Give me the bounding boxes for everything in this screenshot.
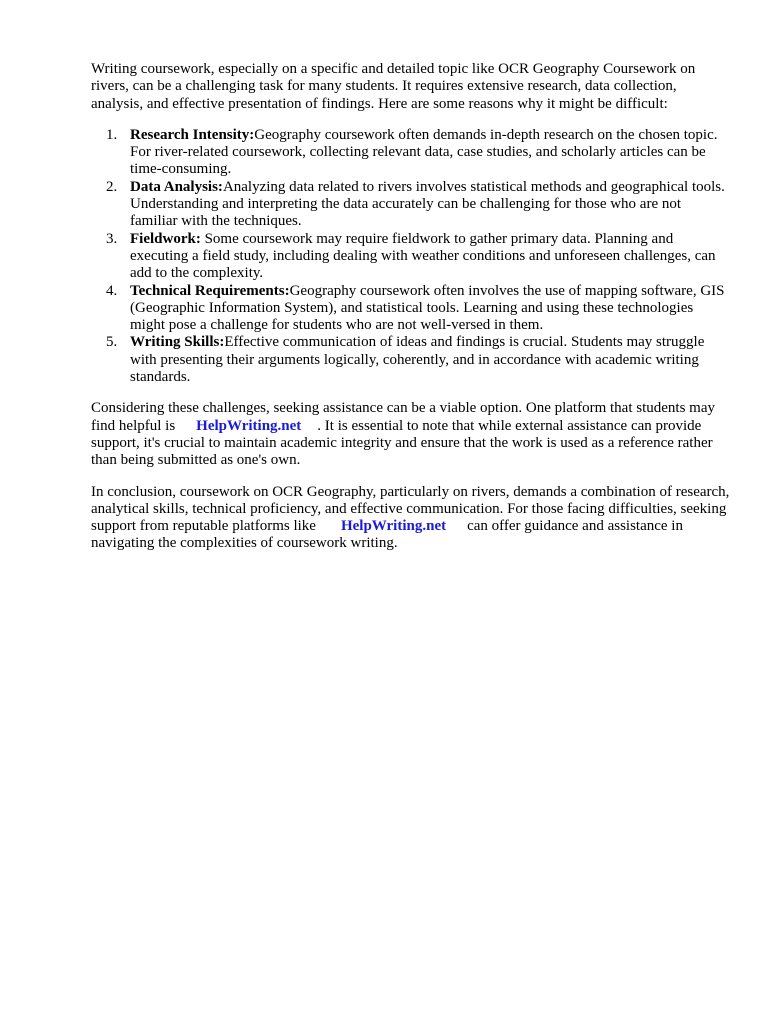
list-item-text: Geography coursework often demands in-depth research on the chosen topic. For river-related coursework, collecting relevant data, case studies, and scholarly articles can be time-consuming. xyxy=(130,126,718,178)
document-page xyxy=(91,61,731,553)
list-item-number: 4. xyxy=(106,282,118,299)
conclusion-paragraph xyxy=(91,484,731,553)
list-item xyxy=(106,126,731,179)
helpwriting-link[interactable]: HelpWriting.net xyxy=(196,417,302,434)
list-item-text: Analyzing data related to rivers involves statistical methods and geographical tools. Understanding and interpreting the data accurately can be challenging for those who are not familiar with the techniques. xyxy=(130,178,725,230)
list-item-text: Effective communication of ideas and findings is crucial. Students may struggle with presenting their arguments logically, coherently, and in accordance with academic writing standards. xyxy=(130,334,705,386)
conclusion-text-after: can offer guidance and assistance in navigating the complexities of coursework writing. xyxy=(91,518,683,552)
considering-paragraph xyxy=(91,400,731,469)
list-item-term: Fieldwork: xyxy=(130,230,201,247)
list-item-term: Data Analysis: xyxy=(130,178,223,195)
list-item-number: 1. xyxy=(106,126,118,143)
intro-paragraph: Writing coursework, especially on a specific and detailed topic like OCR Geography Coursework on rivers, can be a challenging task for many students. It requires extensive research, data collection, analysis, and effective presentation of findings. Here are some reasons why it might be difficult: xyxy=(91,61,696,112)
list-item-text: Some coursework may require fieldwork to gather primary data. Planning and executing a field study, including dealing with weather conditions and unforeseen challenges, can add to the complexity. xyxy=(130,230,716,282)
list-item-number: 5. xyxy=(106,334,118,351)
reasons-list xyxy=(91,127,731,386)
list-item xyxy=(106,178,731,231)
helpwriting-link[interactable]: HelpWriting.net xyxy=(340,518,447,535)
list-item-term: Writing Skills: xyxy=(130,334,225,351)
considering-text-before: Considering these challenges, seeking assistance can be a viable option. One platform that students may find helpful is xyxy=(91,400,715,434)
considering-text-after: . It is essential to note that while external assistance can provide support, it's crucial to maintain academic integrity and ensure that the work is used as a reference rather than being submitted as one's own. xyxy=(91,417,713,469)
conclusion-text-before: In conclusion, coursework on OCR Geography, particularly on rivers, demands a combination of research, analytical skills, technical proficiency, and effective communication. For those facing difficulties, seeking support from reputable platforms like xyxy=(91,483,730,535)
list-item-text: Geography coursework often involves the use of mapping software, GIS (Geographic Information System), and statistical tools. Learning and using these technologies might pose a challenge for students who are not well-versed in them. xyxy=(130,282,725,334)
list-item xyxy=(106,230,731,283)
list-item xyxy=(106,334,731,386)
list-item xyxy=(106,282,731,335)
list-item-term: Research Intensity: xyxy=(130,126,255,143)
list-item-number: 3. xyxy=(106,230,118,247)
list-item-term: Technical Requirements: xyxy=(130,282,290,299)
list-item-number: 2. xyxy=(106,178,118,195)
